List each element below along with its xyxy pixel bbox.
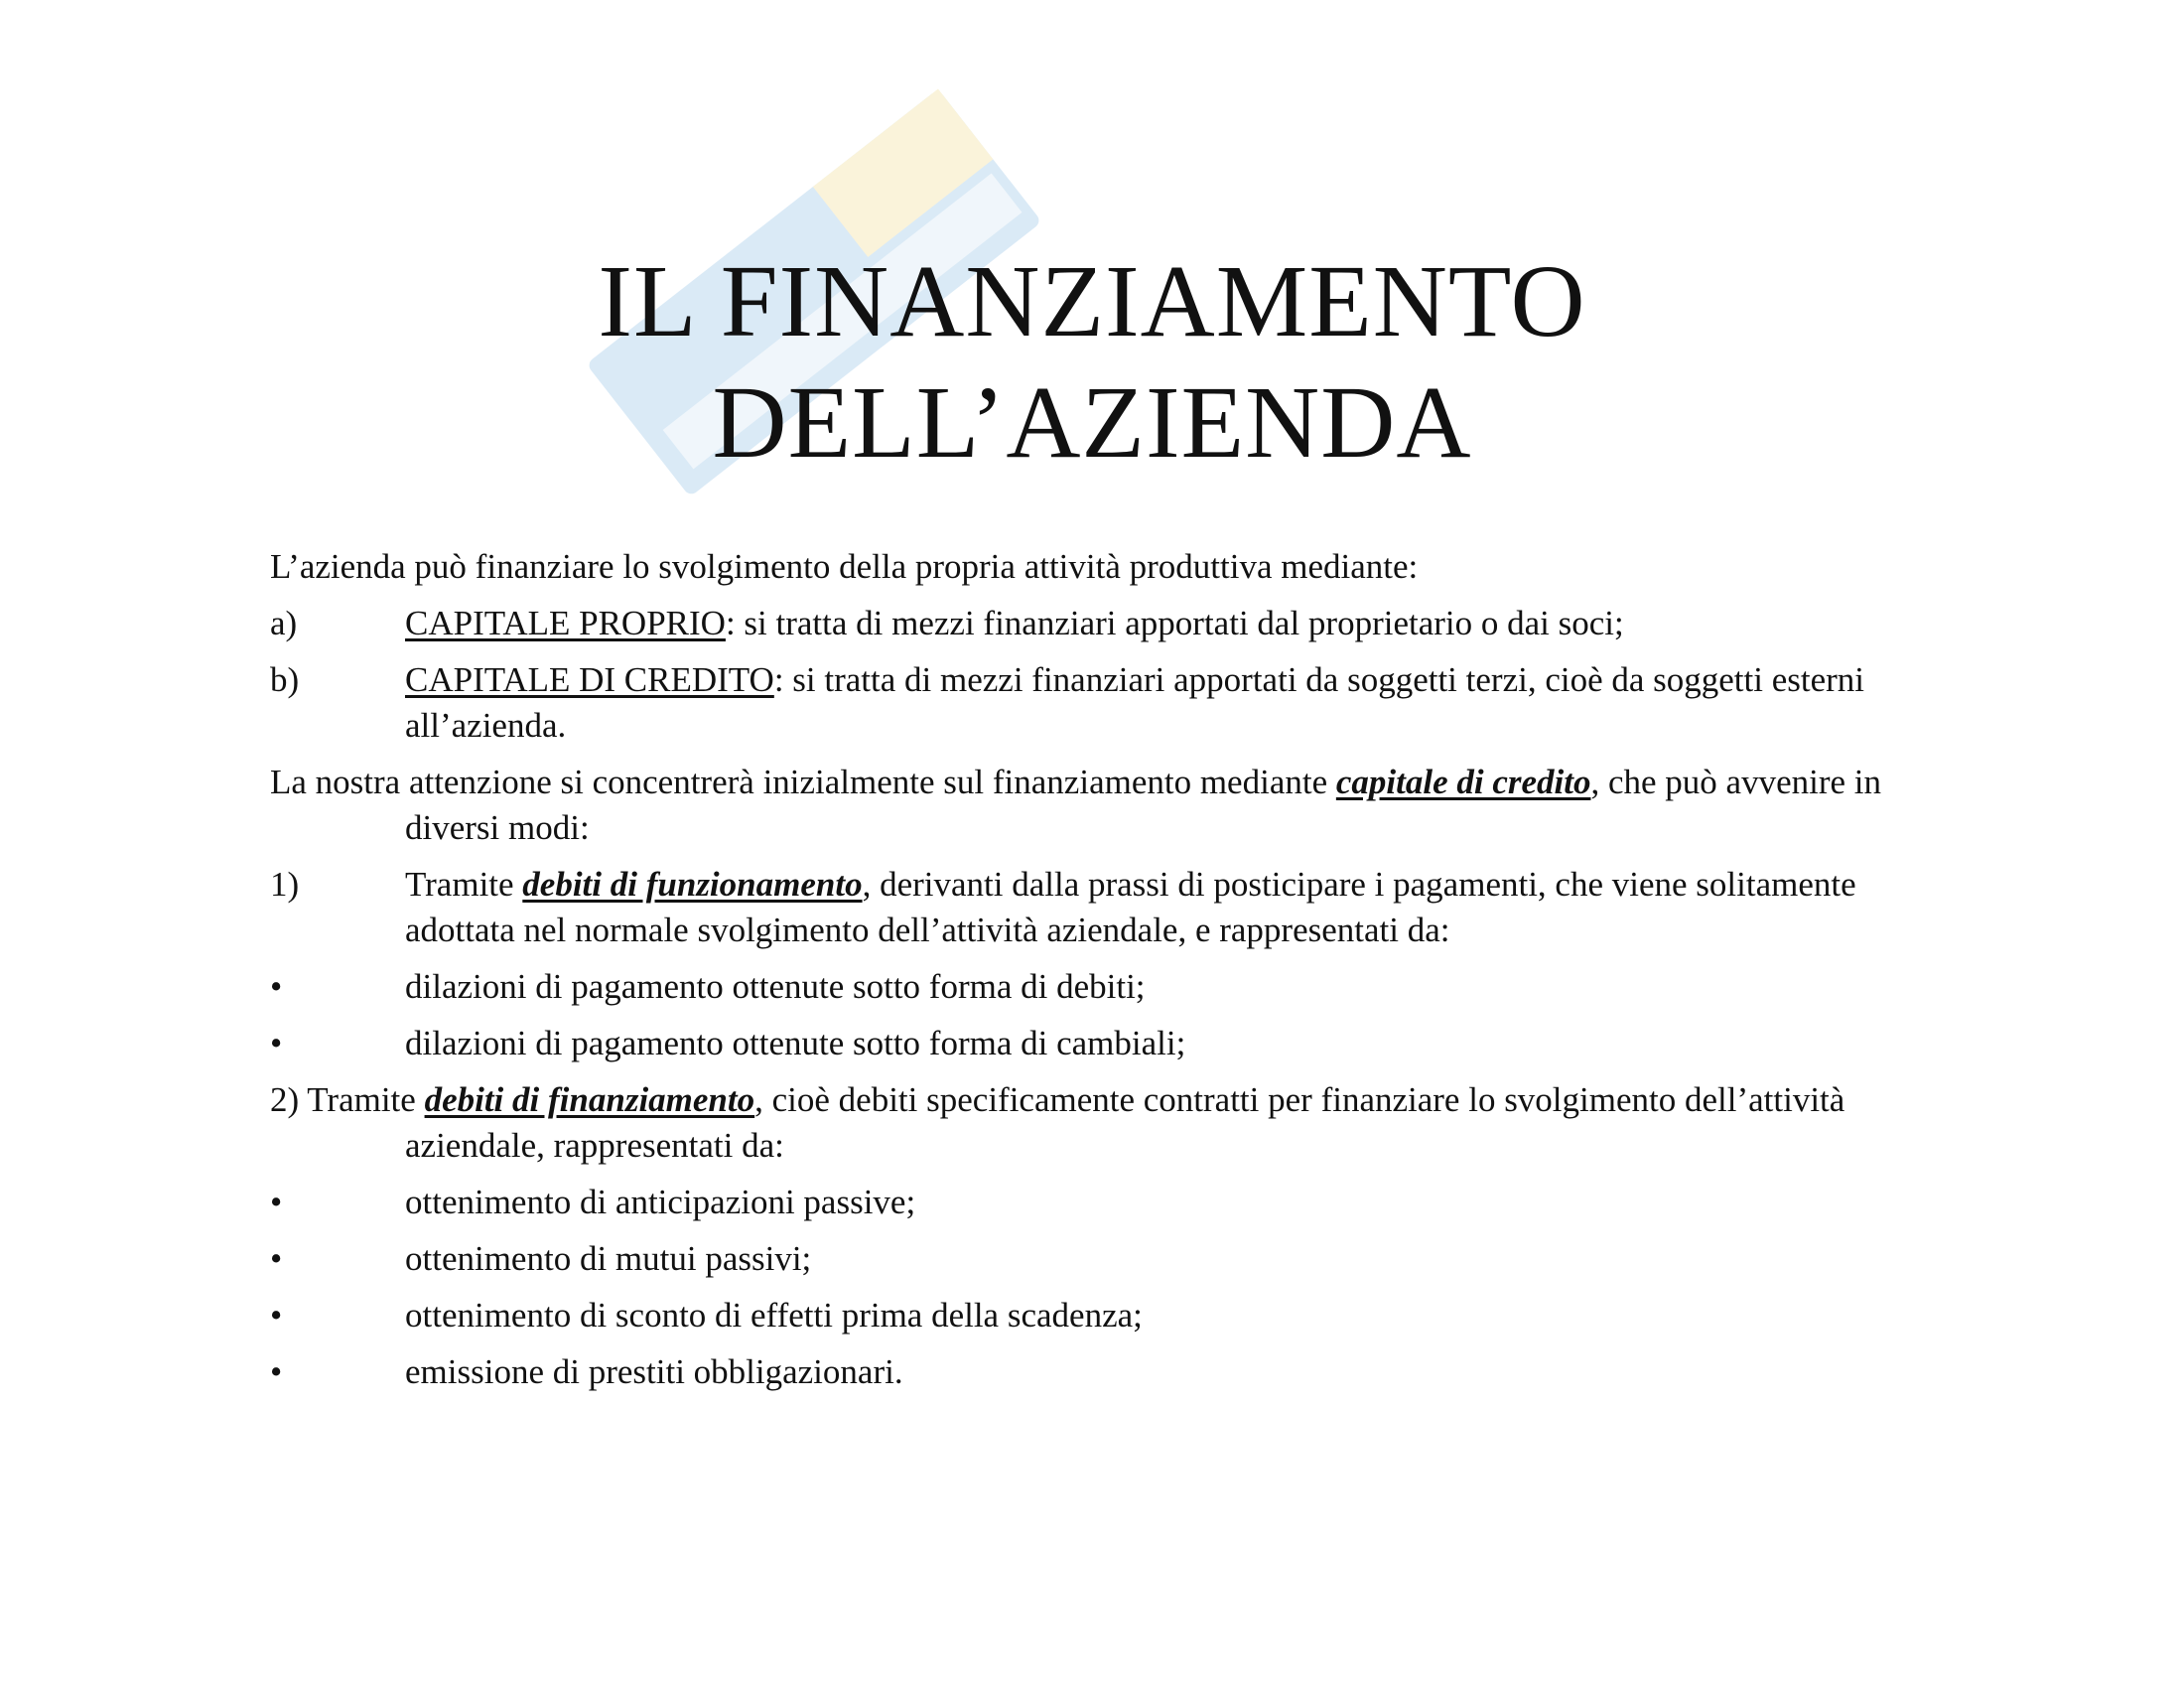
bullet-icon: • <box>270 1352 283 1391</box>
page-title-line-1: IL FINANZIAMENTO <box>598 244 1586 358</box>
list-marker: a) <box>270 604 298 642</box>
bullet-text: ottenimento di sconto di effetti prima della scadenza; <box>405 1296 1143 1335</box>
point2-text-after: , cioè debiti specificamente contratti per finanziare lo svolgimento dell’attività aziendale, rappresentati da: <box>405 1080 1845 1165</box>
term-debiti-di-finanziamento: debiti di finanziamento <box>424 1080 755 1119</box>
bullet-icon: • <box>270 967 283 1006</box>
list-item-capitale-di-credito <box>270 657 1938 749</box>
bullet-item <box>270 1180 1938 1225</box>
bullet-text: ottenimento di anticipazioni passive; <box>405 1183 916 1221</box>
bullet-text: emissione di prestiti obbligazionari. <box>405 1352 903 1391</box>
bullet-icon: • <box>270 1024 283 1062</box>
page-title-line-2: DELL’AZIENDA <box>712 365 1472 480</box>
bullet-icon: • <box>270 1296 283 1335</box>
point1-text-before: Tramite <box>405 865 523 904</box>
focus-text-before: La nostra attenzione si concentrerà inizialmente sul finanziamento mediante <box>270 763 1336 801</box>
intro-paragraph: L’azienda può finanziare lo svolgimento della propria attività produttiva mediante: <box>270 547 1419 586</box>
list-item-capitale-proprio <box>270 601 1938 646</box>
term-capitale-di-credito-emphasis: capitale di credito <box>1335 763 1591 801</box>
bullet-item <box>270 964 1938 1010</box>
list-marker: 1) <box>270 865 300 904</box>
bullet-text: dilazioni di pagamento ottenute sotto forma di debiti; <box>405 967 1146 1006</box>
bullet-icon: • <box>270 1239 283 1278</box>
focus-text-after: , che può avvenire in diversi modi: <box>405 763 1881 847</box>
term-capitale-proprio: CAPITALE PROPRIO <box>405 604 726 642</box>
term-debiti-di-funzionamento: debiti di funzionamento <box>522 865 863 904</box>
point2-paragraph <box>270 1077 1938 1169</box>
term-capitale-di-credito: CAPITALE DI CREDITO <box>405 660 774 699</box>
list-item-debiti-di-funzionamento <box>270 862 1938 953</box>
document-body <box>270 544 1938 1406</box>
list-item-text: : si tratta di mezzi finanziari apportati da soggetti terzi, cioè da soggetti esterni all’azienda. <box>405 660 1865 745</box>
bullet-icon: • <box>270 1183 283 1221</box>
bullet-item <box>270 1293 1938 1338</box>
bullet-text: dilazioni di pagamento ottenute sotto forma di cambiali; <box>405 1024 1186 1062</box>
bullet-item <box>270 1236 1938 1282</box>
point2-text-before: 2) Tramite <box>270 1080 425 1119</box>
list-marker: b) <box>270 660 300 699</box>
bullet-item <box>270 1021 1938 1066</box>
focus-paragraph <box>270 760 1938 851</box>
list-item-text: : si tratta di mezzi finanziari apportati dal proprietario o dai soci; <box>725 604 1624 642</box>
bullet-item <box>270 1349 1938 1395</box>
bullet-text: ottenimento di mutui passivi; <box>405 1239 812 1278</box>
point1-text-after: , derivanti dalla prassi di posticipare i pagamenti, che viene solitamente adottata nel normale svolgimento dell’attività aziendale, e rappresentati da: <box>405 865 1856 949</box>
